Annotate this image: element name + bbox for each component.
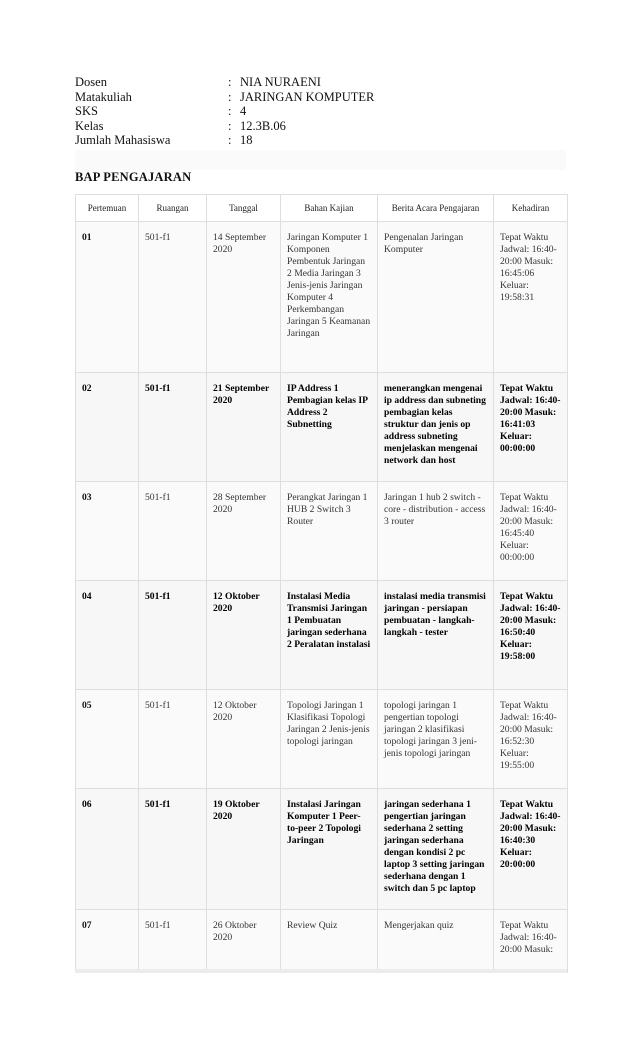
cell-pertemuan: 06 [76, 789, 139, 910]
cell-kehadiran: Tepat Waktu Jadwal: 16:40-20:00 Masuk: 16:45:40 Keluar: 00:00:00 [494, 482, 568, 581]
cell-berita-acara: Pengenalan Jaringan Komputer [378, 222, 494, 373]
cell-kehadiran: Tepat Waktu Jadwal: 16:40-20:00 Masuk: 16:52:30 Keluar: 19:55:00 [494, 690, 568, 789]
info-label: SKS [75, 104, 98, 119]
cell-ruangan: 501-f1 [139, 581, 207, 690]
cell-tanggal: 12 Oktober 2020 [207, 690, 281, 789]
cell-ruangan: 501-f1 [139, 373, 207, 482]
table-row [76, 581, 568, 690]
cell-berita-acara: topologi jaringan 1 pengertian topologi jaringan 2 klasifikasi topologi jaringan 3 jeni-jenis topologi jaringan [378, 690, 494, 789]
cell-pertemuan: 03 [76, 482, 139, 581]
cell-pertemuan: 01 [76, 222, 139, 373]
table-row [76, 910, 568, 973]
cell-pertemuan: 04 [76, 581, 139, 690]
info-value: 4 [240, 104, 247, 119]
cell-berita-acara: menerangkan mengenai ip address dan subneting pembagian kelas struktur dan jenis op address subneting menjelaskan mengenai network dan host [378, 373, 494, 482]
cell-bahan-kajian: Review Quiz [281, 910, 378, 973]
info-value: JARINGAN KOMPUTER [240, 89, 375, 104]
header-berita-acara: Berita Acara Pengajaran [378, 195, 494, 222]
info-colon: : [228, 118, 232, 133]
table-row [76, 222, 568, 373]
cell-tanggal: 14 September 2020 [207, 222, 281, 373]
cell-tanggal: 26 Oktober 2020 [207, 910, 281, 973]
cell-bahan-kajian: Instalasi Jaringan Komputer 1 Peer-to-peer 2 Topologi Jaringan [281, 789, 378, 910]
info-value: 12.3B.06 [240, 118, 286, 133]
info-row-kelas [75, 119, 565, 134]
table-row [76, 482, 568, 581]
cell-kehadiran: Tepat Waktu Jadwal: 16:40-20:00 Masuk: 16:50:40 Keluar: 19:58:00 [494, 581, 568, 690]
cell-tanggal: 21 September 2020 [207, 373, 281, 482]
info-label: Jumlah Mahasiswa [75, 133, 171, 148]
cell-berita-acara: Jaringan 1 hub 2 switch - core - distribution - access 3 router [378, 482, 494, 581]
info-colon: : [228, 133, 232, 148]
info-colon: : [228, 89, 232, 104]
cell-tanggal: 19 Oktober 2020 [207, 789, 281, 910]
info-label: Dosen [75, 75, 107, 89]
info-row-sks [75, 104, 565, 119]
cell-pertemuan: 02 [76, 373, 139, 482]
header-kehadiran: Kehadiran [494, 195, 568, 222]
table-bottom-edge [75, 969, 567, 973]
table-row [76, 789, 568, 910]
cell-bahan-kajian: Instalasi Media Transmisi Jaringan 1 Pembuatan jaringan sederhana 2 Peralatan instalasi [281, 581, 378, 690]
cell-berita-acara: instalasi media transmisi jaringan - persiapan pembuatan - langkah-langkah - tester [378, 581, 494, 690]
cell-pertemuan: 07 [76, 910, 139, 973]
cell-ruangan: 501-f1 [139, 690, 207, 789]
info-label: Kelas [75, 118, 104, 133]
table-header-row [76, 195, 568, 222]
cell-ruangan: 501-f1 [139, 482, 207, 581]
cell-berita-acara: jaringan sederhana 1 pengertian jaringan sederhana 2 setting jaringan sederhana dengan kondisi 2 pc laptop 3 setting jaringan sederhana dengan 1 switch dan 5 pc laptop [378, 789, 494, 910]
cell-ruangan: 501-f1 [139, 789, 207, 910]
cell-kehadiran: Tepat Waktu Jadwal: 16:40-20:00 Masuk: [494, 910, 568, 973]
info-value: NIA NURAENI [240, 75, 321, 89]
course-info [75, 75, 565, 148]
bap-table [75, 194, 568, 973]
cell-berita-acara: Mengerjakan quiz [378, 910, 494, 973]
header-tanggal: Tanggal [207, 195, 281, 222]
section-title: BAP PENGAJARAN [75, 170, 192, 184]
header-bahan-kajian: Bahan Kajian [281, 195, 378, 222]
cell-bahan-kajian: Topologi Jaringan 1 Klasifikasi Topologi Jaringan 2 Jenis-jenis topologi jaringan [281, 690, 378, 789]
cell-kehadiran: Tepat Waktu Jadwal: 16:40-20:00 Masuk: 16:40:30 Keluar: 20:00:00 [494, 789, 568, 910]
cell-bahan-kajian: IP Address 1 Pembagian kelas IP Address 2 Subnetting [281, 373, 378, 482]
info-colon: : [228, 104, 232, 119]
table-row [76, 373, 568, 482]
cell-tanggal: 12 Oktober 2020 [207, 581, 281, 690]
info-row-jumlah-mahasiswa [75, 133, 565, 148]
info-value: 18 [240, 133, 253, 148]
table-row [76, 690, 568, 789]
header-pertemuan: Pertemuan [76, 195, 139, 222]
spacer-band [75, 150, 566, 170]
info-colon: : [228, 75, 232, 89]
cell-ruangan: 501-f1 [139, 222, 207, 373]
cell-bahan-kajian: Jaringan Komputer 1 Komponen Pembentuk Jaringan 2 Media Jaringan 3 Jenis-jenis Jaringan Komputer 4 Perkembangan Jaringan 5 Keamanan Jaringan [281, 222, 378, 373]
header-ruangan: Ruangan [139, 195, 207, 222]
info-row-matakuliah [75, 90, 565, 105]
info-row-dosen [75, 75, 565, 90]
cell-pertemuan: 05 [76, 690, 139, 789]
info-label: Matakuliah [75, 89, 132, 104]
cell-ruangan: 501-f1 [139, 910, 207, 973]
cell-kehadiran: Tepat Waktu Jadwal: 16:40-20:00 Masuk: 16:41:03 Keluar: 00:00:00 [494, 373, 568, 482]
cell-tanggal: 28 September 2020 [207, 482, 281, 581]
cell-kehadiran: Tepat Waktu Jadwal: 16:40-20:00 Masuk: 16:45:06 Keluar: 19:58:31 [494, 222, 568, 373]
cell-bahan-kajian: Perangkat Jaringan 1 HUB 2 Switch 3 Router [281, 482, 378, 581]
